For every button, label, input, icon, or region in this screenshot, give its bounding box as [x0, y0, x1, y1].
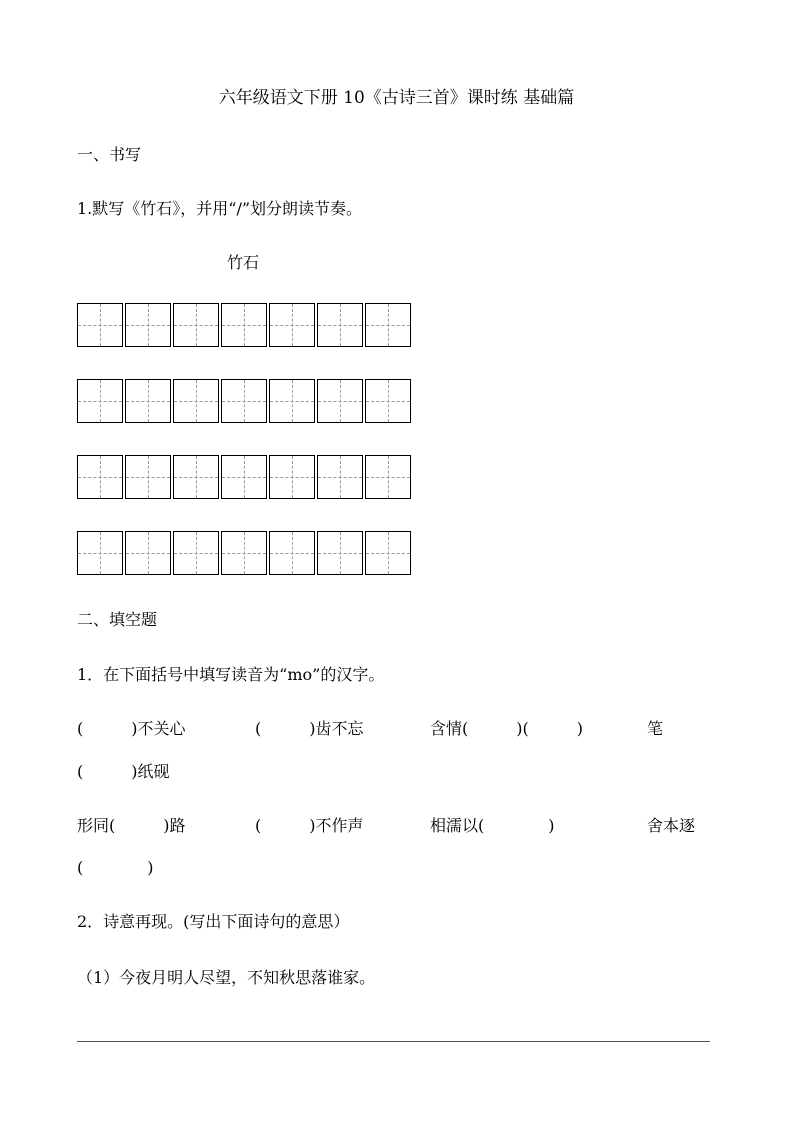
- writing-grid-cell: [365, 531, 411, 575]
- question-2-1: 1．在下面括号中填写读音为“mo”的汉字。: [77, 665, 385, 684]
- section-1-heading: 一、书写: [77, 145, 142, 164]
- writing-grid-row: [77, 379, 413, 423]
- fill-item-7: ( )不作声: [255, 816, 364, 835]
- writing-grid-cell: [125, 455, 171, 499]
- page-title: 六年级语文下册 10《古诗三首》课时练 基础篇: [218, 88, 575, 108]
- fill-item-8: 相濡以( ): [430, 816, 555, 835]
- writing-grid-cell: [269, 455, 315, 499]
- answer-line: [77, 1041, 710, 1042]
- writing-grid-cell: [365, 455, 411, 499]
- writing-grid-cell: [173, 303, 219, 347]
- writing-grid-row: [77, 455, 413, 499]
- fill-item-6: 形同( )路: [77, 816, 186, 835]
- fill-item-5: ( )纸砚: [77, 762, 170, 781]
- fill-item-10: ( ): [77, 858, 154, 877]
- writing-grid-cell: [125, 379, 171, 423]
- fill-item-1: ( )不关心: [77, 719, 186, 738]
- writing-grid-cell: [221, 379, 267, 423]
- writing-grid-cell: [269, 379, 315, 423]
- writing-grid-cell: [317, 303, 363, 347]
- question-2-2-sub-1: （1）今夜月明人尽望，不知秋思落谁家。: [77, 968, 376, 987]
- writing-grid-cell: [221, 303, 267, 347]
- writing-grid-cell: [221, 531, 267, 575]
- writing-grid-cell: [221, 455, 267, 499]
- writing-grid-cell: [269, 303, 315, 347]
- writing-grid-cell: [77, 379, 123, 423]
- section-2-heading: 二、填空题: [77, 610, 158, 629]
- writing-grid-cell: [77, 455, 123, 499]
- writing-grid-cell: [173, 531, 219, 575]
- writing-grid-row: [77, 303, 413, 347]
- poem-title: 竹石: [227, 253, 260, 272]
- question-1-1: 1.默写《竹石》，并用“/”划分朗读节奏。: [77, 199, 363, 218]
- writing-grid-cell: [365, 303, 411, 347]
- writing-grid-row: [77, 531, 413, 575]
- fill-item-4: 笔: [647, 719, 664, 738]
- fill-item-9: 舍本逐: [647, 816, 696, 835]
- fill-item-3: 含情( )( ): [430, 719, 583, 738]
- writing-grid-cell: [365, 379, 411, 423]
- writing-grid-cell: [125, 303, 171, 347]
- writing-grid-cell: [77, 303, 123, 347]
- fill-item-2: ( )齿不忘: [255, 719, 364, 738]
- writing-grid-cell: [317, 379, 363, 423]
- writing-grid-cell: [269, 531, 315, 575]
- writing-grid-cell: [317, 455, 363, 499]
- writing-grid-cell: [317, 531, 363, 575]
- writing-grid-cell: [77, 531, 123, 575]
- writing-grid-cell: [173, 379, 219, 423]
- writing-grid-cell: [173, 455, 219, 499]
- question-2-2: 2．诗意再现。(写出下面诗句的意思）: [77, 912, 350, 931]
- writing-grid-cell: [125, 531, 171, 575]
